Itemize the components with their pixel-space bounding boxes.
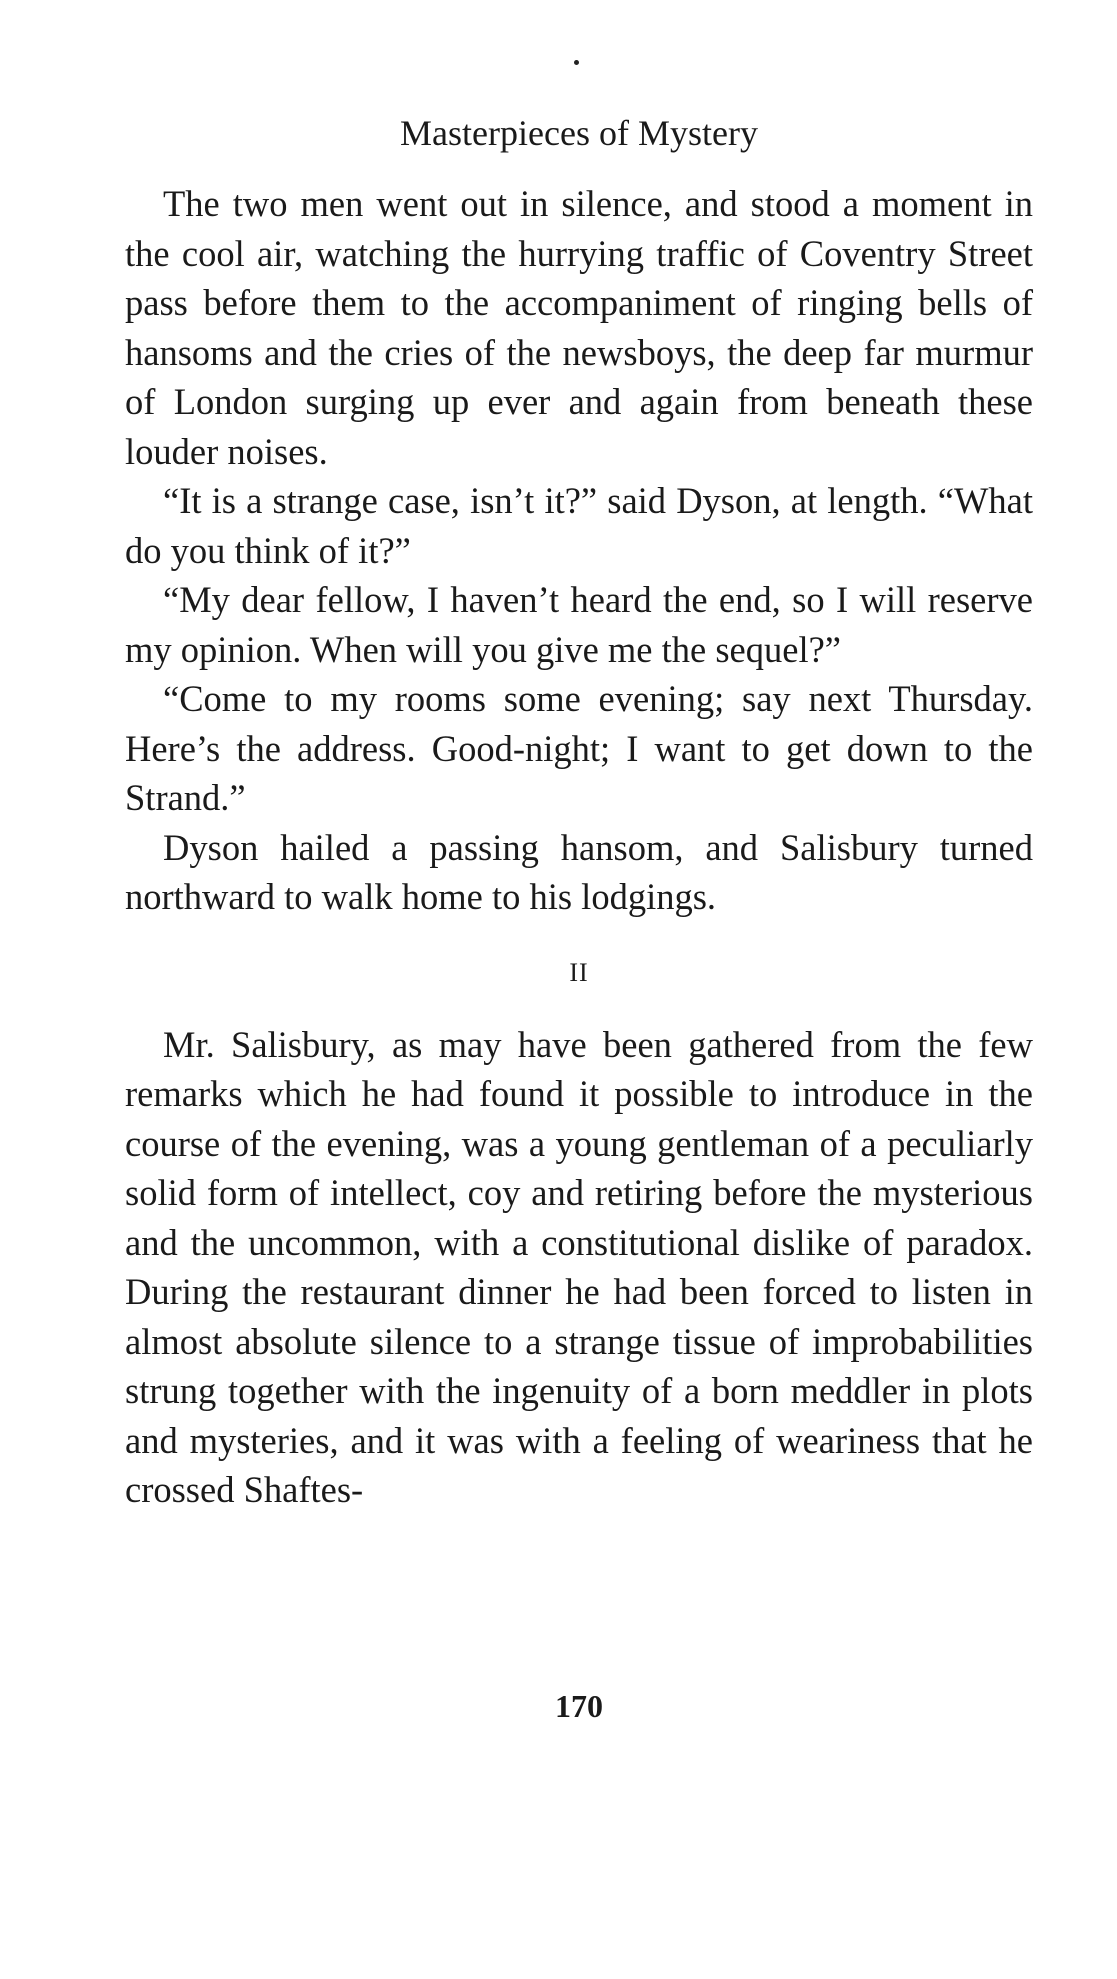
paragraph: Mr. Salisbury, as may have been gathered from the few remarks which he had found it possible to introduce in the course of the evening, was a young gentleman of a peculiarly solid form of intellect, coy and retiring before the mysterious and the uncommon, with a constitutional dislike of paradox. During the restaurant dinner he had been forced to listen in almost absolute silence to a strange tissue of improbabilities strung together with the ingenuity of a born meddler in plots and mysteries, and it was with a feeling of weariness that he crossed Shaftes- (125, 1023, 1033, 1510)
page-number: 170 (555, 1688, 603, 1724)
paragraph: “My dear fellow, I haven’t heard the end, so I will reserve my opinion. When will you give me the sequel?” (125, 579, 1033, 670)
section-number: II (569, 957, 589, 987)
paragraph: “It is a strange case, isn’t it?” said Dyson, at length. “What do you think of it?” (125, 480, 1033, 571)
body-text (125, 179, 1033, 1515)
paragraph: “Come to my rooms some evening; say next Thursday. Here’s the address. Good-night; I want to get down to the Strand.” (125, 678, 1033, 818)
running-head: Masterpieces of Mystery (400, 113, 758, 153)
paragraph: Dyson hailed a passing hansom, and Salisbury turned northward to walk home to his lodgings. (125, 826, 1033, 917)
ornament-dot (574, 60, 579, 65)
paragraph: The two men went out in silence, and stood a moment in the cool air, watching the hurrying traffic of Coventry Street pass before them to the accompaniment of ringing bells of hansoms and the cries of the newsboys, the deep far murmur of London surging up ever and again from beneath these louder noises. (125, 183, 1033, 472)
